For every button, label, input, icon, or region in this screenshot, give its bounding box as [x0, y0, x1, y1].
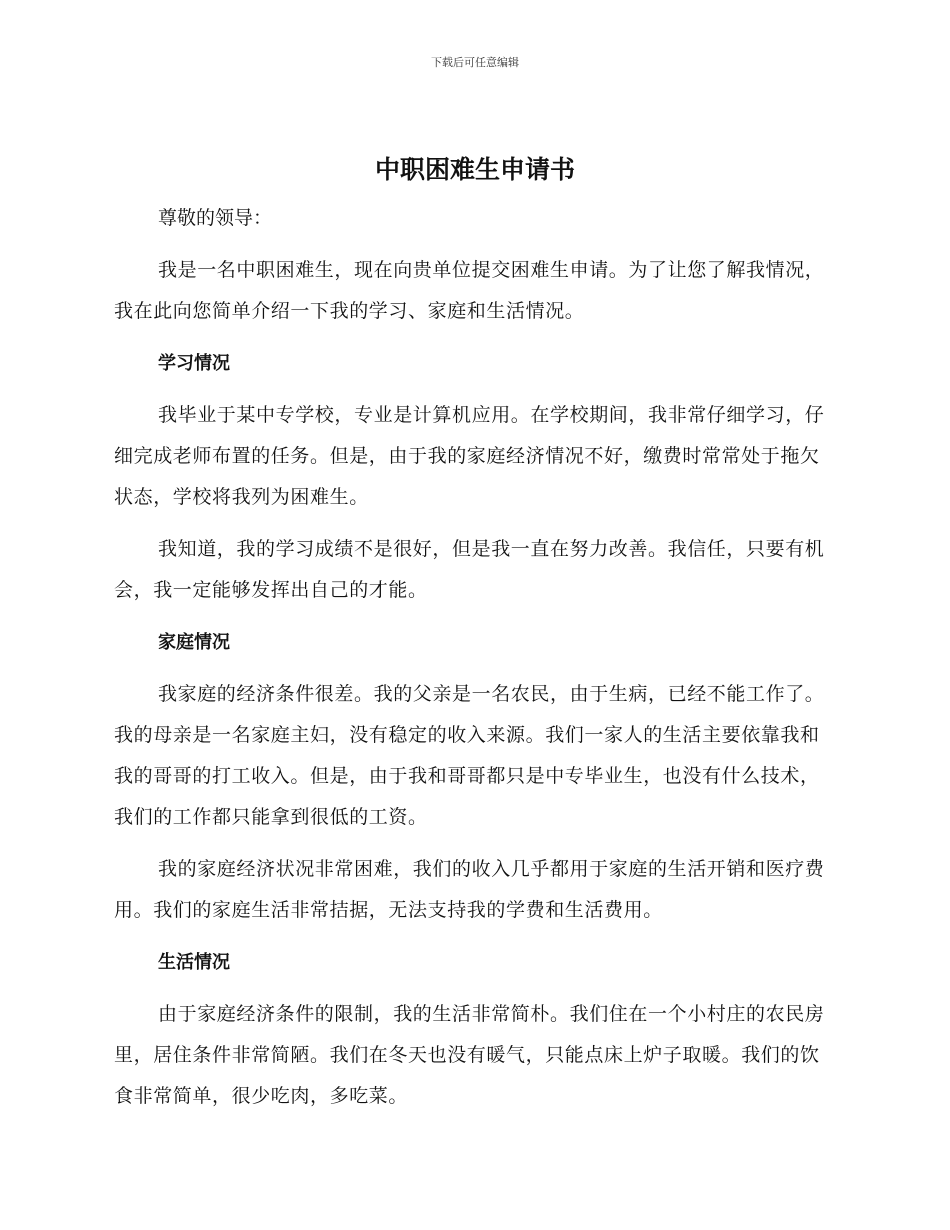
section-heading-study: 学习情况 [158, 353, 230, 374]
intro-paragraph: 我是一名中职困难生，现在向贵单位提交困难生申请。为了让您了解我情况，我在此向您简单介绍一下我的学习、家庭和生活情况。 [114, 259, 825, 322]
life-paragraph-1: 由于家庭经济条件的限制，我的生活非常简朴。我们住在一个小村庄的农民房里，居住条件非常简陋。我们在冬天也没有暖气，只能点床上炉子取暖。我们的饮食非常简单，很少吃肉，多吃菜。 [114, 1003, 825, 1107]
document-body [114, 198, 830, 1128]
document-title: 中职困难生申请书 [374, 155, 575, 184]
section-heading-life: 生活情况 [158, 952, 230, 973]
header-note: 下载后可任意编辑 [431, 56, 519, 69]
study-paragraph-1: 我毕业于某中专学校，专业是计算机应用。在学校期间，我非常仔细学习，仔细完成老师布置的任务。但是，由于我的家庭经济情况不好，缴费时常常处于拖欠状态，学校将我列为困难生。 [114, 404, 825, 508]
family-paragraph-2: 我的家庭经济状况非常困难，我们的收入几乎都用于家庭的生活开销和医疗费用。我们的家庭生活非常拮据，无法支持我的学费和生活费用。 [114, 858, 825, 921]
study-paragraph-2: 我知道，我的学习成绩不是很好，但是我一直在努力改善。我信任，只要有机会，我一定能够发挥出自己的才能。 [114, 538, 825, 601]
family-paragraph-1: 我家庭的经济条件很差。我的父亲是一名农民，由于生病，已经不能工作了。我的母亲是一名家庭主妇，没有稳定的收入来源。我们一家人的生活主要依靠我和我的哥哥的打工收入。但是，由于我和哥哥都只是中专毕业生，也没有什么技术，我们的工作都只能拿到很低的工资。 [114, 683, 825, 828]
greeting: 尊敬的领导： [158, 207, 273, 229]
section-heading-family: 家庭情况 [158, 632, 230, 653]
